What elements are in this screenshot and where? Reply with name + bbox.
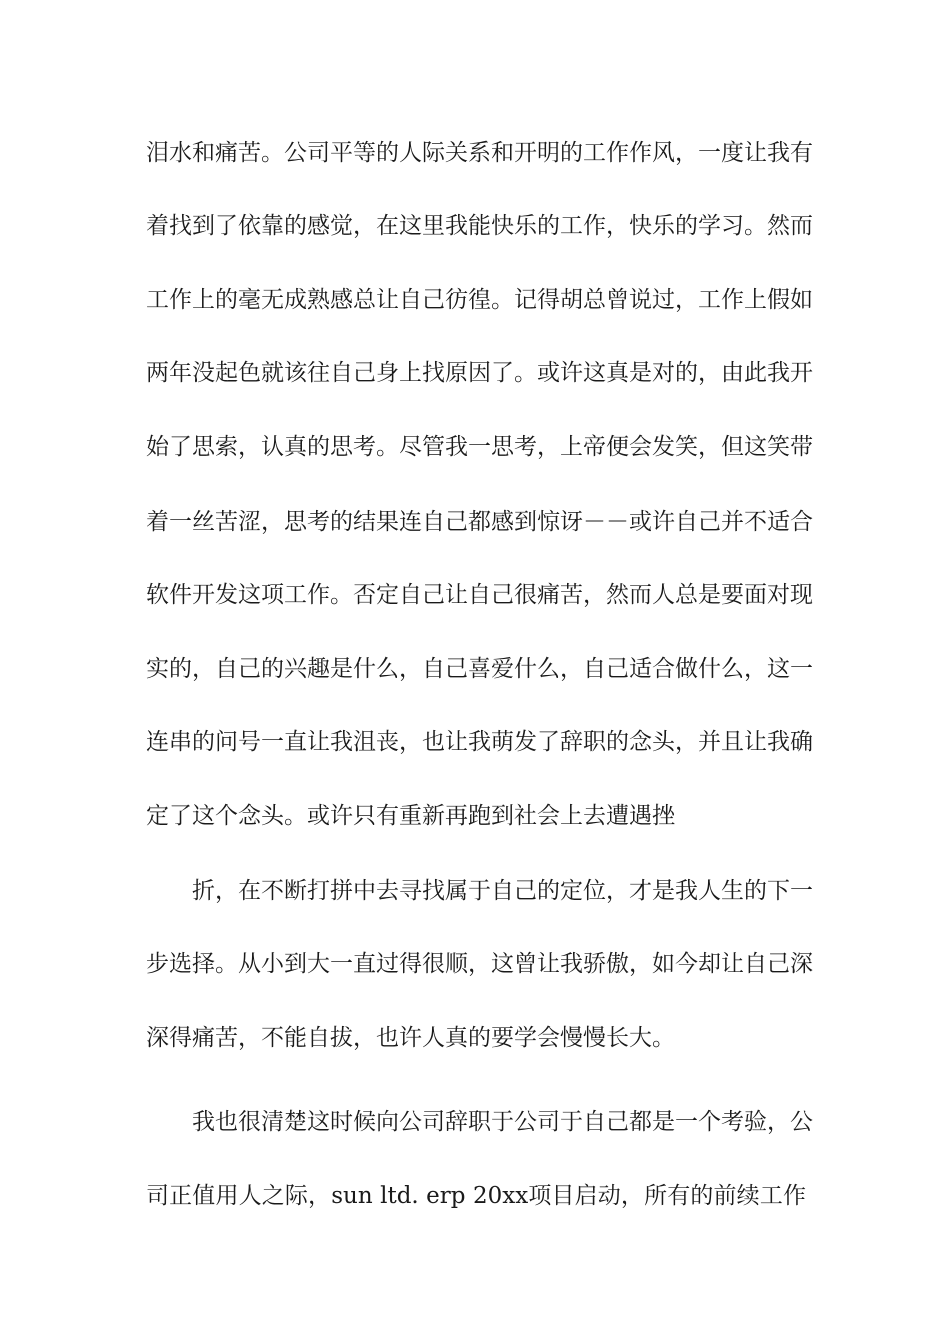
paragraph-line: 连串的问号一直让我沮丧，也让我萌发了辞职的念头，并且让我确 (146, 729, 813, 755)
paragraph-line: 泪水和痛苦。公司平等的人际关系和开明的工作作风，一度让我有 (146, 140, 813, 166)
paragraph-line: 实的，自己的兴趣是什么，自己喜爱什么，自己适合做什么，这一 (146, 656, 813, 682)
paragraph-line: 深得痛苦，不能自拔，也许人真的要学会慢慢长大。 (146, 1025, 675, 1051)
paragraph-line: 软件开发这项工作。否定自己让自己很痛苦，然而人总是要面对现 (146, 582, 813, 608)
paragraph-line: 两年没起色就该往自己身上找原因了。或许这真是对的，由此我开 (146, 360, 813, 386)
paragraph-line: 我也很清楚这时候向公司辞职于公司于自己都是一个考验，公 (192, 1109, 813, 1135)
paragraph-line: 定了这个念头。或许只有重新再跑到社会上去遭遇挫 (146, 803, 675, 829)
paragraph-line: 折，在不断打拼中去寻找属于自己的定位，才是我人生的下一 (192, 878, 813, 904)
paragraph-line: 司正值用人之际，sun ltd. erp 20xx项目启动，所有的前续工作 (146, 1183, 806, 1209)
paragraph-line: 着找到了依靠的感觉，在这里我能快乐的工作，快乐的学习。然而 (146, 213, 813, 239)
paragraph-line: 始了思索，认真的思考。尽管我一思考，上帝便会发笑，但这笑带 (146, 434, 813, 460)
paragraph-line: 工作上的毫无成熟感总让自己彷徨。记得胡总曾说过，工作上假如 (146, 287, 813, 313)
paragraph-line: 步选择。从小到大一直过得很顺，这曾让我骄傲，如今却让自己深 (146, 951, 813, 977)
paragraph-line: 着一丝苦涩，思考的结果连自己都感到惊讶－－或许自己并不适合 (146, 509, 813, 535)
